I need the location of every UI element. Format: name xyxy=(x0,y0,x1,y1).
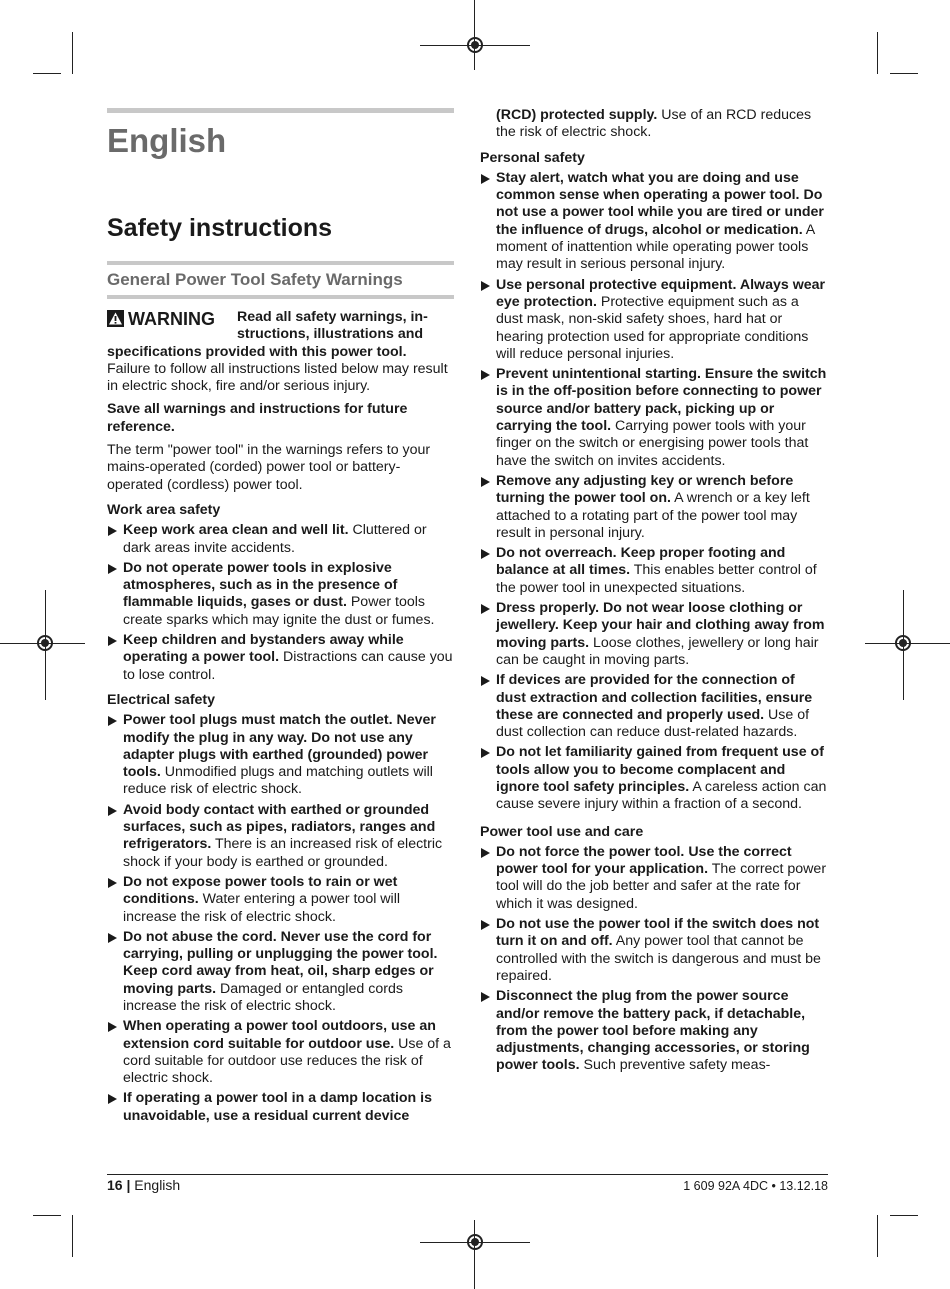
item-instruction: If devices are provided for the connection of dust extraction and collection facilities, ensure these are connected and properly used. xyxy=(496,672,813,723)
registration-mark-icon xyxy=(895,635,911,651)
registration-line xyxy=(474,0,475,70)
rcd-bold: (RCD) protected supply. xyxy=(496,107,658,123)
item-instruction: Do not operate power tools in explosive atmospheres, such as in the presence of flammable liquids, gases or dust. xyxy=(123,559,398,611)
item-instruction: Do not force the power tool. Use the correct power tool for your application. xyxy=(496,843,792,878)
electrical-list xyxy=(107,712,454,1125)
work-area-list xyxy=(107,522,454,684)
page-footer xyxy=(107,1174,828,1193)
crop-mark xyxy=(33,73,61,74)
list-item xyxy=(107,712,454,798)
warning-line: structions, illustrations and xyxy=(237,326,424,343)
term-definition: The term "power tool" in the warnings refers to your mains-operated (corded) power tool or battery-operated (cordless) power tool. xyxy=(107,442,431,493)
bullet-arrow-icon xyxy=(108,716,117,726)
rcd-text: Use of an RCD reduces the risk of electric shock. xyxy=(496,107,812,141)
item-explanation: A moment of inattention while operating power tools may result in serious personal injury. xyxy=(496,221,815,273)
subsection-title-box xyxy=(107,261,454,299)
item-instruction: Do not expose power tools to rain or wet conditions. xyxy=(123,873,398,908)
bullet-arrow-icon xyxy=(481,676,490,686)
item-explanation: Protective equipment such as a dust mask, non-skid safety shoes, hard hat or hearing protection used for appropriate conditions will reduce personal injuries. xyxy=(496,293,809,362)
item-instruction: Do not let familiarity gained from frequent use of tools allow you to become complacent and ignore tool safety principles. xyxy=(496,744,824,795)
item-instruction: Stay alert, watch what you are doing and use common sense when operating a power tool. Do not use a power tool while you are tired or under the influence of drugs, alcohol or medication. xyxy=(496,169,824,238)
warning-line: Read all safety warnings, in- xyxy=(237,309,428,325)
bullet-arrow-icon xyxy=(108,526,117,536)
registration-mark-icon xyxy=(37,635,53,651)
item-instruction: Remove any adjusting key or wrench before turning the power tool on. xyxy=(496,472,794,507)
item-instruction: Prevent unintentional starting. Ensure the switch is in the off-position before connecting to power source and/or battery pack, picking up or carrying the tool. xyxy=(496,366,827,435)
item-instruction: Disconnect the plug from the power source and/or remove the battery pack, if detachable, from the power tool before making any adjustments, changing accessories, or storing power tools. xyxy=(496,988,810,1074)
list-item xyxy=(107,802,454,871)
item-instruction: Do not overreach. Keep proper footing and balance at all times. xyxy=(496,545,786,579)
subsection-title: General Power Tool Safety Warnings xyxy=(107,270,403,289)
rcd-continuation xyxy=(480,107,828,142)
warning-line: specifications provided with this power tool. xyxy=(107,343,407,360)
item-instruction: Keep work area clean and well lit. xyxy=(123,522,349,539)
bullet-arrow-icon xyxy=(481,604,490,614)
item-instruction: Avoid body contact with earthed or grounded surfaces, such as pipes, radiators, ranges and refrigerators. xyxy=(123,801,436,853)
registration-mark-icon xyxy=(467,1234,483,1250)
item-explanation: Such preventive safety meas- xyxy=(579,1057,771,1074)
personal-list xyxy=(480,170,828,814)
list-item xyxy=(480,672,828,741)
item-explanation: Loose clothes, jewellery or long hair can be caught in moving parts. xyxy=(496,634,819,668)
item-explanation: Cluttered or dark areas invite accidents. xyxy=(123,522,427,556)
bullet-arrow-icon xyxy=(108,1022,117,1032)
document-code: 1 609 92A 4DC • 13.12.18 xyxy=(683,1179,828,1193)
bullet-arrow-icon xyxy=(481,992,490,1002)
electrical-heading: Electrical safety xyxy=(107,691,216,708)
item-explanation: This enables better control of the power tool in unexpected situations. xyxy=(496,562,817,596)
bullet-arrow-icon xyxy=(481,549,490,559)
list-item xyxy=(480,744,828,813)
work-area-heading: Work area safety xyxy=(107,501,221,518)
warning-body: Failure to follow all instructions listed below may result in electric shock, fire and/or serious injury. xyxy=(107,360,448,395)
warning-first-lines xyxy=(237,309,428,344)
item-instruction: Keep children and bystanders away while operating a power tool. xyxy=(123,632,404,666)
registration-mark-icon xyxy=(467,37,483,53)
list-item xyxy=(107,560,454,629)
right-column xyxy=(480,107,828,1078)
bullet-arrow-icon xyxy=(481,748,490,758)
bullet-arrow-icon xyxy=(108,806,117,816)
bullet-arrow-icon xyxy=(108,933,117,943)
bullet-arrow-icon xyxy=(108,636,117,646)
item-explanation: Power tools create sparks which may ignite the dust or fumes. xyxy=(123,594,435,628)
item-explanation: A wrench or a key left attached to a rotating part of the power tool may result in personal injury. xyxy=(496,490,810,541)
list-item xyxy=(480,277,828,363)
section-title: Safety instructions xyxy=(107,214,333,242)
list-item xyxy=(107,929,454,1015)
bullet-arrow-icon xyxy=(481,848,490,858)
tool-use-heading: Power tool use and care xyxy=(480,823,644,840)
item-explanation: Carrying power tools with your finger on the switch or energising power tools that have the switch on invites accidents. xyxy=(496,418,809,469)
item-explanation: There is an increased risk of electric shock if your body is earthed or grounded. xyxy=(123,836,443,870)
save-instructions: Save all warnings and instructions for future reference. xyxy=(107,401,408,435)
item-instruction: Do not use the power tool if the switch does not turn it on and off. xyxy=(496,916,820,950)
item-instruction: Do not abuse the cord. Never use the cord for carrying, pulling or unplugging the power tool. Keep cord away from heat, oil, sharp edges or moving parts. xyxy=(123,928,438,997)
item-instruction: Use personal protective equipment. Always wear eye protection. xyxy=(496,276,826,310)
crop-mark xyxy=(33,1215,61,1216)
personal-heading: Personal safety xyxy=(480,149,585,166)
item-instruction: Power tool plugs must match the outlet. Never modify the plug in any way. Do not use any adapter plugs with earthed (grounded) power tools. xyxy=(123,712,436,781)
crop-mark xyxy=(877,32,878,74)
left-column xyxy=(107,108,454,1128)
top-rule xyxy=(107,108,454,113)
list-item xyxy=(107,1090,454,1125)
item-explanation: The correct power tool will do the job better and safer at the rate for which it was designed. xyxy=(496,861,827,912)
list-item xyxy=(107,522,454,557)
language-title: English xyxy=(107,122,227,159)
bullet-arrow-icon xyxy=(481,370,490,380)
footer-separator: | xyxy=(126,1177,131,1193)
warning-word: WARNING xyxy=(128,309,215,329)
item-instruction: When operating a power tool outdoors, use an extension cord suitable for outdoor use. xyxy=(123,1018,436,1052)
item-explanation: Unmodified plugs and matching outlets will reduce risk of electric shock. xyxy=(123,764,433,798)
warning-triangle-icon xyxy=(107,310,124,327)
tool-use-list xyxy=(480,844,828,1075)
list-item xyxy=(480,473,828,542)
item-explanation: Use of a cord suitable for outdoor use reduces the risk of electric shock. xyxy=(123,1035,451,1087)
item-instruction: If operating a power tool in a damp location is unavoidable, use a residual current device xyxy=(123,1090,433,1124)
bullet-arrow-icon xyxy=(481,174,490,184)
list-item xyxy=(480,170,828,274)
item-explanation: A careless action can cause severe injury within a fraction of a second. xyxy=(496,778,827,813)
item-explanation: Use of dust collection can reduce dust-related hazards. xyxy=(496,706,810,741)
crop-mark xyxy=(890,1215,918,1216)
bullet-arrow-icon xyxy=(108,564,117,574)
crop-mark xyxy=(877,1215,878,1257)
item-explanation: Damaged or entangled cords increase the risk of electric shock. xyxy=(123,980,403,1014)
list-item xyxy=(480,600,828,669)
page-number: 16 xyxy=(107,1177,123,1193)
list-item xyxy=(480,366,828,470)
list-item xyxy=(480,988,828,1074)
registration-line xyxy=(474,1220,475,1289)
crop-mark xyxy=(890,73,918,74)
item-instruction: Dress properly. Do not wear loose clothing or jewellery. Keep your hair and clothing away from moving parts. xyxy=(496,600,825,651)
item-explanation: Water entering a power tool will increase the risk of electric shock. xyxy=(123,891,401,925)
item-explanation: Any power tool that cannot be controlled with the switch is dangerous and must be repaired. xyxy=(496,933,821,984)
warning-label xyxy=(107,309,237,344)
bullet-arrow-icon xyxy=(481,477,490,487)
footer-language: English xyxy=(134,1177,181,1193)
bullet-arrow-icon xyxy=(481,920,490,930)
item-explanation: Distractions can cause you to lose control. xyxy=(123,649,453,683)
list-item xyxy=(107,1018,454,1087)
bullet-arrow-icon xyxy=(108,878,117,888)
crop-mark xyxy=(72,32,73,74)
list-item xyxy=(480,844,828,913)
crop-mark xyxy=(72,1215,73,1257)
list-item xyxy=(107,874,454,926)
warning-block xyxy=(107,309,454,344)
bullet-arrow-icon xyxy=(108,1094,117,1104)
bullet-arrow-icon xyxy=(481,281,490,291)
list-item xyxy=(480,916,828,985)
list-item xyxy=(107,632,454,684)
list-item xyxy=(480,545,828,597)
